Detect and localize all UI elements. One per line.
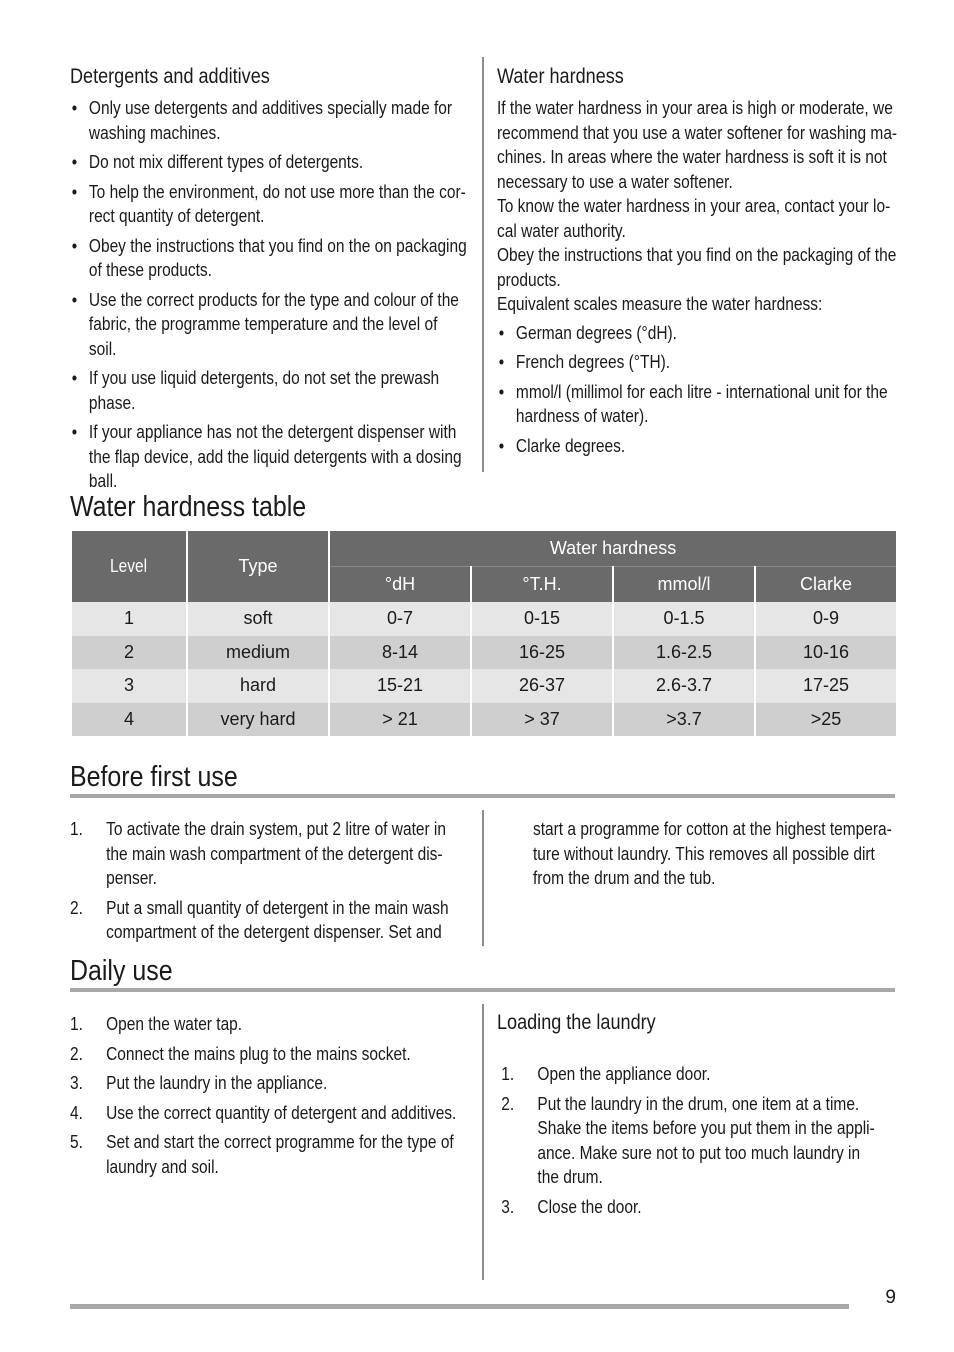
- table-cell: 2.6-3.7: [614, 669, 754, 703]
- list-item: 1. To activate the drain system, put 2 litre of water in the main wash compartment of the detergent dis-penser.: [70, 819, 446, 888]
- footer-rule: [70, 1304, 849, 1309]
- list-item: 2. Put the laundry in the drum, one item at a time. Shake the items before you put them in the appli-ance. Make sure not to put too much laundry in the drum.: [501, 1093, 875, 1187]
- table-cell: hard: [188, 669, 328, 703]
- table-cell: 26-37: [472, 669, 612, 703]
- paragraph: If the water hardness in your area is high or moderate, we recommend that you use a water softener for washing ma-chines. In areas where the water hardness is soft it is not necessary to use a water softener.: [497, 98, 898, 192]
- column-divider: [482, 57, 484, 472]
- list-item: 1. Open the appliance door.: [501, 1064, 711, 1084]
- daily-use-title: Daily use: [70, 955, 173, 987]
- before-first-use-left: [70, 817, 461, 950]
- list-item: • French degrees (°TH).: [497, 350, 898, 375]
- table-cell: 15-21: [330, 669, 470, 703]
- table-row: [72, 703, 896, 737]
- header-mmol: mmol/l: [614, 566, 754, 602]
- table-cell: 4: [72, 703, 186, 737]
- table-cell: > 21: [330, 703, 470, 737]
- page-number: 9: [885, 1287, 896, 1308]
- table-row: [72, 602, 896, 636]
- list-item: • German degrees (°dH).: [497, 321, 898, 346]
- list-item: • mmol/l (millimol for each litre - international unit for the hardness of water).: [497, 380, 898, 429]
- table-cell: 3: [72, 669, 186, 703]
- table-cell: very hard: [188, 703, 328, 737]
- paragraph: To know the water hardness in your area, contact your lo-cal water authority.: [497, 196, 891, 241]
- hardness-table-title: Water hardness table: [70, 491, 307, 523]
- list-item: • Clarke degrees.: [497, 434, 898, 459]
- loading-steps: [497, 1062, 875, 1219]
- table-row: [72, 669, 896, 703]
- header-dh: °dH: [330, 566, 470, 602]
- list-item: • Obey the instructions that you find on the on packaging of these products.: [70, 234, 469, 283]
- table-cell: >3.7: [614, 703, 754, 737]
- table-cell: 2: [72, 636, 186, 670]
- detergents-list: [70, 96, 469, 494]
- section-rule: [70, 794, 895, 798]
- table-cell: >25: [756, 703, 896, 737]
- table-cell: 0-9: [756, 602, 896, 636]
- header-type: Type: [188, 531, 328, 602]
- section-rule: [70, 988, 895, 992]
- table-cell: medium: [188, 636, 328, 670]
- paragraph: Equivalent scales measure the water hardness:: [497, 294, 823, 314]
- column-divider: [482, 810, 484, 946]
- detergents-section: [70, 64, 469, 499]
- list-item: • To help the environment, do not use more than the cor-rect quantity of detergent.: [70, 180, 469, 229]
- list-item: • Use the correct products for the type and colour of the fabric, the programme temperature and the level of soil.: [70, 288, 469, 362]
- list-item: • Only use detergents and additives specially made for washing machines.: [70, 96, 469, 145]
- list-item: 1. Open the water tap.: [70, 1014, 243, 1034]
- table-cell: soft: [188, 602, 328, 636]
- list-item: • Do not mix different types of detergents.: [70, 150, 469, 175]
- table-cell: 17-25: [756, 669, 896, 703]
- loading-heading: Loading the laundry: [497, 1011, 656, 1034]
- table-cell: 0-7: [330, 602, 470, 636]
- table-cell: 1: [72, 602, 186, 636]
- header-th: °T.H.: [472, 566, 612, 602]
- hardness-scales-list: [497, 321, 898, 459]
- water-hardness-section: [497, 64, 898, 463]
- loading-section: [497, 1010, 875, 1224]
- header-clarke: Clarke: [756, 566, 896, 602]
- list-item: 5. Set and start the correct programme for the type of laundry and soil.: [70, 1132, 454, 1177]
- hardness-table: [70, 531, 898, 736]
- list-item: 3. Put the laundry in the appliance.: [70, 1073, 328, 1093]
- detergents-heading: Detergents and additives: [70, 65, 270, 88]
- column-divider: [482, 1004, 484, 1280]
- before-first-use-steps: [70, 817, 461, 945]
- header-water-hardness: Water hardness: [330, 531, 896, 566]
- table-cell: 1.6-2.5: [614, 636, 754, 670]
- table-cell: > 37: [472, 703, 612, 737]
- before-first-use-right: [533, 817, 894, 891]
- list-item: 4. Use the correct quantity of detergent and additives.: [70, 1102, 457, 1123]
- header-level: Level: [72, 531, 186, 602]
- table-cell: 0-1.5: [614, 602, 754, 636]
- list-item: 2. Put a small quantity of detergent in the main wash compartment of the detergent dispenser. Set and: [70, 897, 449, 942]
- list-item: • If you use liquid detergents, do not set the prewash phase.: [70, 366, 469, 415]
- table-cell: 8-14: [330, 636, 470, 670]
- table-cell: 16-25: [472, 636, 612, 670]
- table-cell: 10-16: [756, 636, 896, 670]
- list-item: 2. Connect the mains plug to the mains socket.: [70, 1043, 411, 1064]
- table-cell: 0-15: [472, 602, 612, 636]
- water-hardness-heading: Water hardness: [497, 65, 624, 88]
- before-first-use-title: Before first use: [70, 761, 238, 793]
- table-row: [72, 636, 896, 670]
- paragraph: Obey the instructions that you find on the packaging of the products.: [497, 245, 897, 290]
- daily-use-steps: [70, 1012, 461, 1184]
- paragraph: start a programme for cotton at the highest tempera-ture without laundry. This removes all possible dirt from the drum and the tub.: [533, 819, 892, 888]
- list-item: • If your appliance has not the detergent dispenser with the flap device, add the liquid detergents with a dosing ball.: [70, 420, 469, 494]
- list-item: 3. Close the door.: [501, 1196, 642, 1217]
